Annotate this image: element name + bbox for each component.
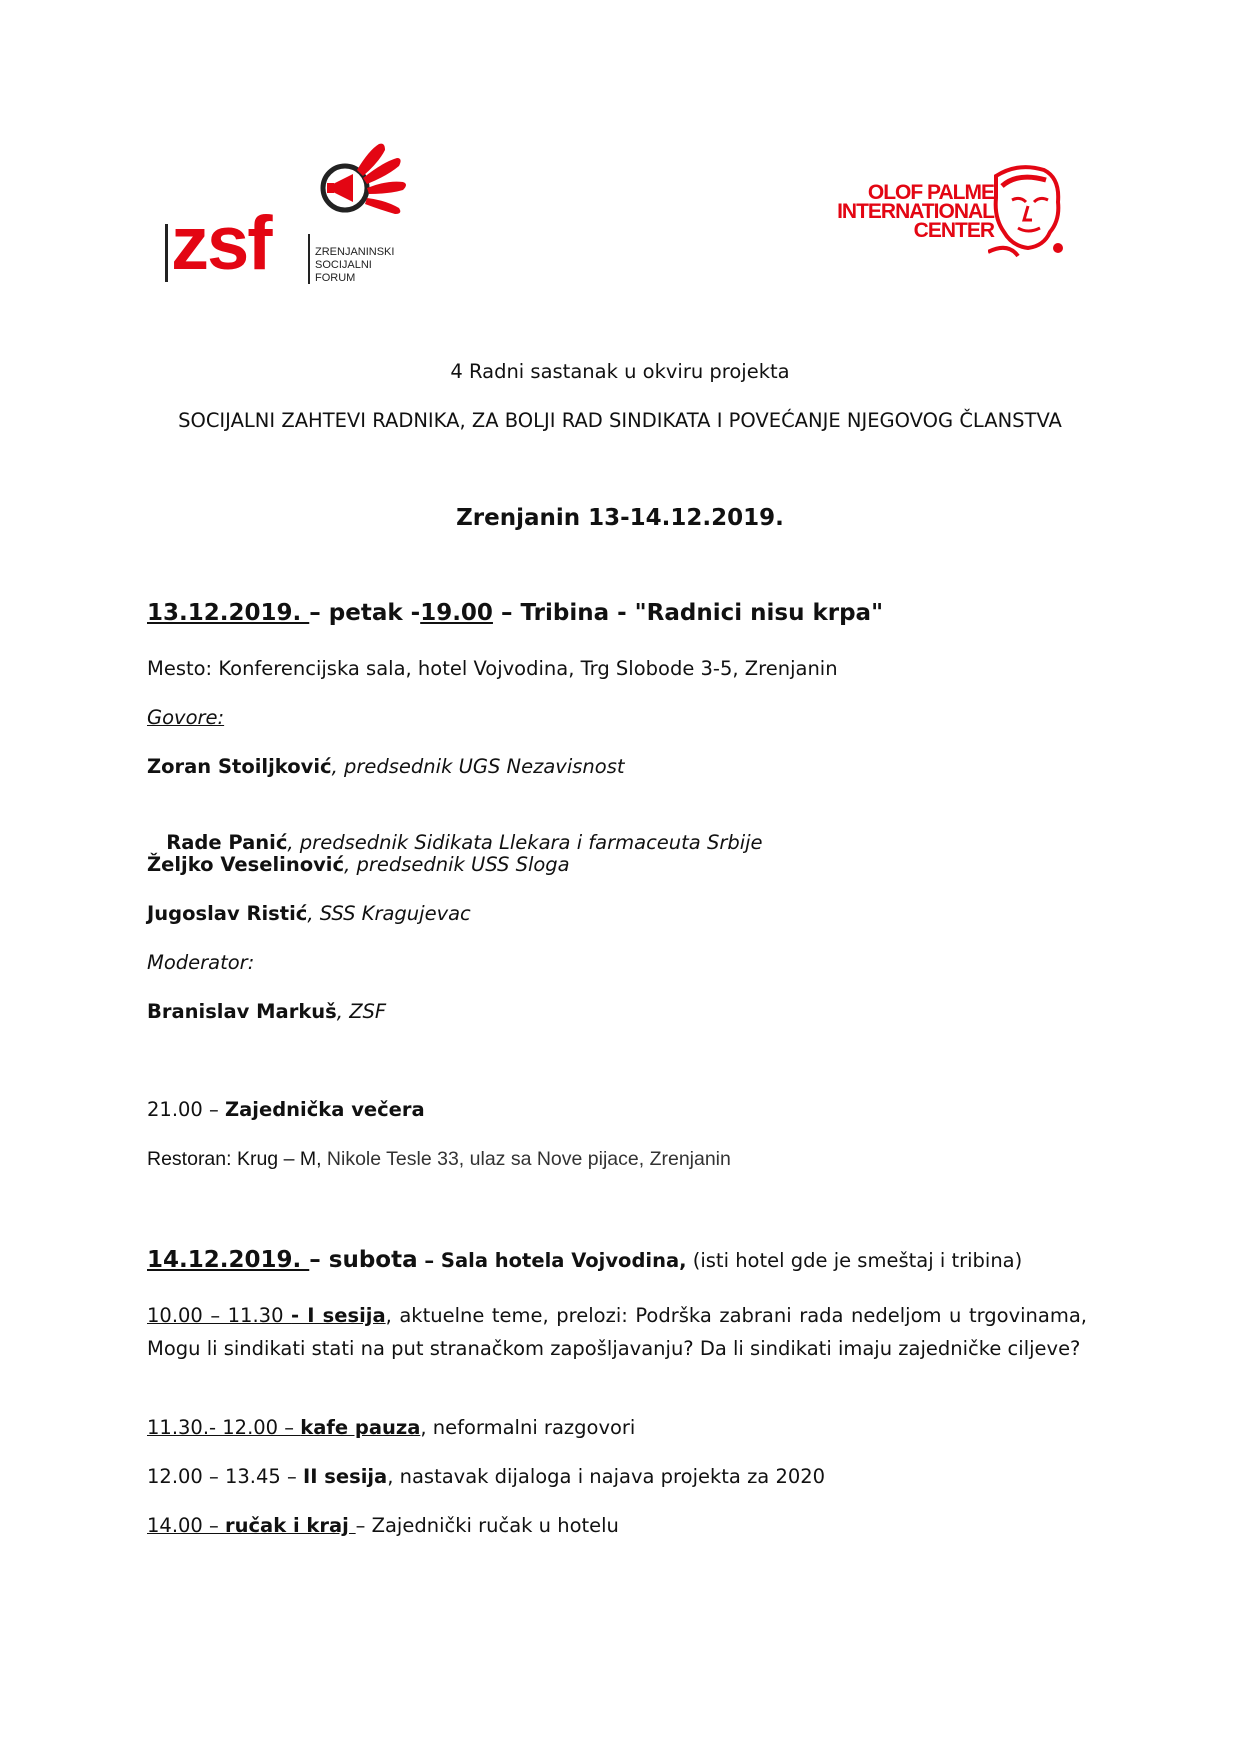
lunch-time: 14.00 – (147, 1514, 225, 1537)
zsf-logo-line-2: SOCIJALNI (315, 259, 372, 271)
opic-logo-line-3: CENTER (913, 219, 994, 242)
coffee-desc: , neformalni razgovori (420, 1416, 636, 1439)
zsf-logo-divider (308, 234, 310, 284)
dinner-place-a: Restoran: Krug – M, (147, 1148, 327, 1170)
document-title: SOCIJALNI ZAHTEVI RADNIKA, ZA BOLJI RAD SINDIKATA I POVEĆANJE NJEGOVOG ČLANSTVA (178, 409, 1062, 432)
zsf-logo (165, 140, 425, 300)
moderator (147, 998, 1107, 1025)
dinner-place (147, 1145, 1107, 1173)
moderator-name: Branislav Markuš (147, 1000, 337, 1023)
speaker-3 (147, 851, 1107, 878)
opic-logo (810, 148, 1070, 268)
megaphone-icon (305, 140, 415, 235)
session-2-title: II sesija (302, 1465, 388, 1488)
coffee-title: kafe pauza (300, 1416, 421, 1439)
session-1-title: - I sesija (291, 1304, 386, 1327)
speaker-name: Zoran Stoiljković (147, 755, 332, 778)
lunch-title: ručak i kraj (224, 1514, 356, 1537)
day2-heading (147, 1245, 1107, 1275)
session-2 (147, 1463, 1107, 1490)
moderator-label: Moderator: (147, 951, 255, 974)
day1-heading (147, 598, 1107, 628)
speakers-label: Govore: (147, 706, 225, 729)
document-subtitle: 4 Radni sastanak u okviru projekta (450, 360, 790, 383)
day1-event: – Tribina - "Radnici nisu krpa" (492, 600, 884, 626)
zsf-logo-line-1: ZRENJANINSKI (315, 246, 395, 258)
lunch-desc: – Zajednički ručak u hotelu (355, 1514, 619, 1537)
speaker-1 (147, 753, 1107, 780)
day2-venue-note: (isti hotel gde je smeštaj i tribina) (686, 1249, 1023, 1272)
speaker-role: , predsednik UGS Nezavisnost (331, 755, 625, 778)
speaker-name: Željko Veselinović (147, 853, 345, 876)
zsf-logo-line-3: FORUM (315, 272, 356, 284)
speaker-role: , predsednik USS Sloga (344, 853, 570, 876)
session-2-desc: , nastavak dijaloga i najava projekta za 2020 (387, 1465, 826, 1488)
speaker-2 (147, 802, 1107, 856)
day1-time: 19.00 (420, 600, 493, 626)
day2-date: 14.12.2019. (147, 1247, 310, 1273)
zsf-logo-bar (165, 224, 168, 282)
lunch (147, 1512, 1107, 1539)
opic-logo-line-2: INTERNATIONAL (837, 200, 994, 223)
speaker-name: Rade Panić (159, 831, 288, 854)
coffee-time: 11.30.- 12.00 – (147, 1416, 301, 1439)
opic-logo-line-1: OLOF PALME (867, 181, 994, 204)
speaker-role: , SSS Kragujevac (307, 902, 471, 925)
zsf-logo-mark: zsf (171, 201, 271, 286)
portrait-icon (988, 162, 1070, 258)
speaker-name: Jugoslav Ristić (147, 902, 308, 925)
dinner-title: Zajednička večera (224, 1098, 425, 1121)
day2-venue: – Sala hotela Vojvodina, (417, 1249, 687, 1272)
day1-date: 13.12.2019. (147, 600, 310, 626)
place-date: Zrenjanin 13-14.12.2019. (456, 505, 784, 531)
session-1-desc: , aktuelne teme, prelozi: Podrška zabrani rada nedeljom u trgovinama, Mogu li sindikati stati na put stranačkom zapošljavanju? Da li sindikati imaju zajedničke ciljeve? (147, 1304, 1087, 1360)
session-1 (147, 1299, 1087, 1365)
day1-weekday: – petak - (309, 600, 421, 626)
moderator-role: , ZSF (336, 1000, 387, 1023)
coffee-break (147, 1414, 1107, 1441)
dinner-line (147, 1096, 1107, 1123)
session-2-time: 12.00 – 13.45 – (147, 1465, 303, 1488)
day2-weekday: – subota (309, 1247, 418, 1273)
dinner-time: 21.00 – (147, 1098, 225, 1121)
dinner-place-b: Nikole Tesle 33, ulaz sa Nove pijace, Zrenjanin (326, 1148, 731, 1170)
day1-venue: Mesto: Konferencijska sala, hotel Vojvodina, Trg Slobode 3-5, Zrenjanin (147, 657, 838, 680)
speaker-4 (147, 900, 1107, 927)
session-1-time: 10.00 – 11.30 (147, 1304, 292, 1327)
speaker-role: , predsednik Sidikata Llekara i farmaceuta Srbije (287, 831, 763, 854)
